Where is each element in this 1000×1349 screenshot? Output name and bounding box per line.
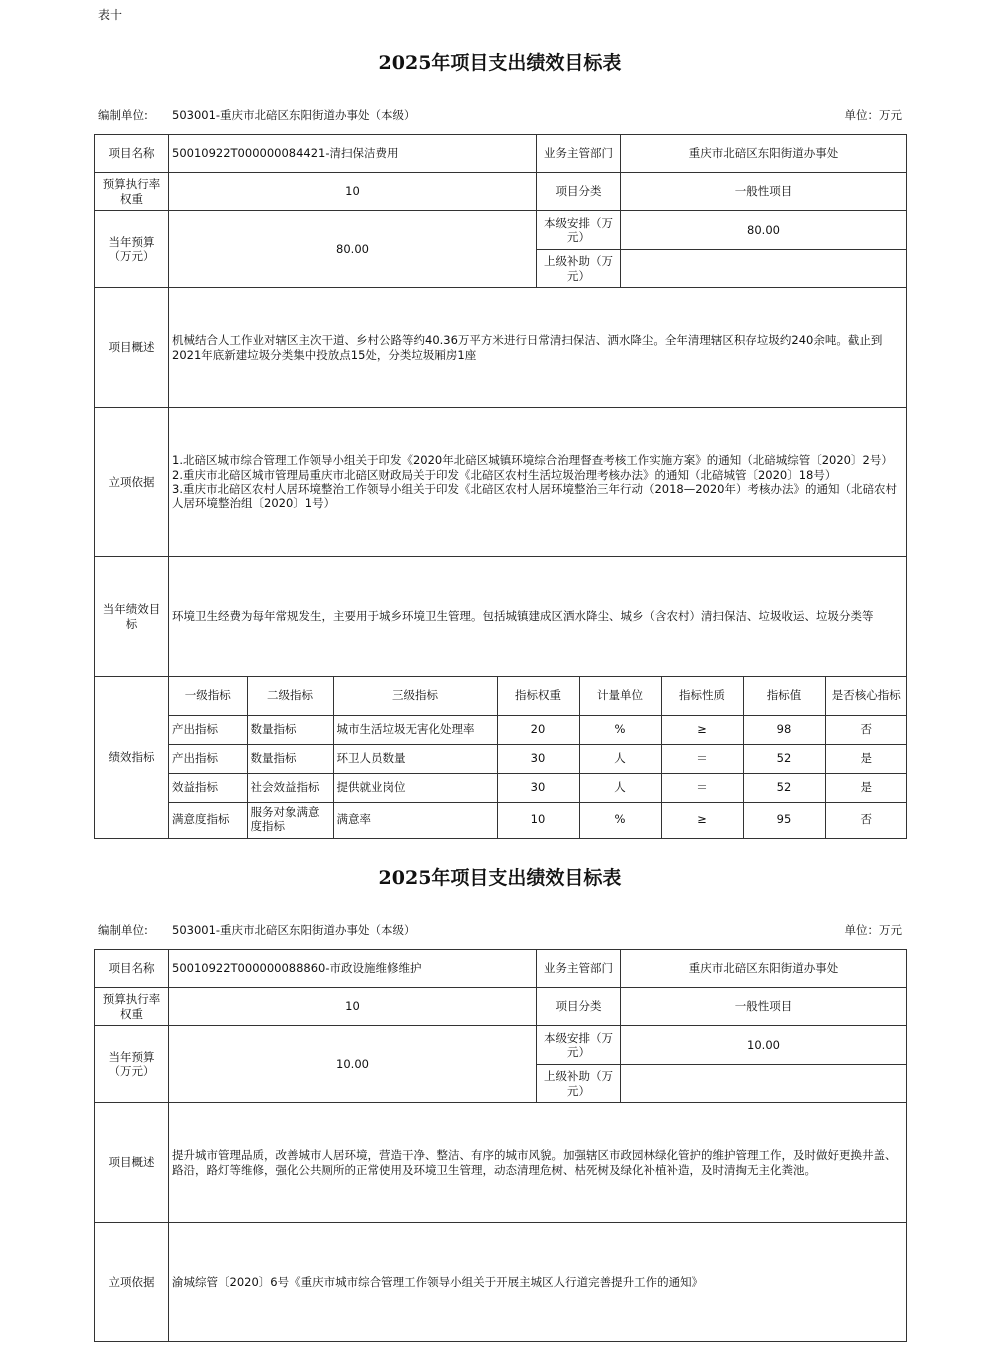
header-weight: 指标权重: [497, 677, 579, 715]
performance-form: [94, 134, 907, 839]
subsidy-label: 上级补助（万元）: [537, 1065, 621, 1103]
value-cell: 95: [743, 802, 825, 838]
local-value: 80.00: [621, 211, 907, 250]
core-cell: 否: [825, 715, 907, 744]
weight-value: 10: [169, 988, 537, 1026]
weight-label: 预算执行率权重: [95, 173, 169, 211]
basis-text: 渝城综管〔2020〕6号《重庆市城市综合管理工作领导小组关于开展主城区人行道完善提升工作的通知》: [169, 1223, 907, 1342]
nature-cell: ≥: [661, 715, 743, 744]
table-row: [169, 802, 907, 838]
header-nature: 指标性质: [661, 677, 743, 715]
level2-cell: 社会效益指标: [247, 773, 333, 802]
level3-cell: 城市生活垃圾无害化处理率: [333, 715, 497, 744]
category-label: 项目分类: [537, 173, 621, 211]
category-value: 一般性项目: [621, 988, 907, 1026]
unit-cell: %: [579, 715, 661, 744]
basis-label: 立项依据: [95, 408, 169, 557]
level2-cell: 数量指标: [247, 715, 333, 744]
level3-cell: 环卫人员数量: [333, 744, 497, 773]
indicator-label: 绩效指标: [95, 677, 169, 839]
level2-cell: 数量指标: [247, 744, 333, 773]
goal-label: 当年绩效目标: [95, 557, 169, 677]
nature-cell: ≥: [661, 802, 743, 838]
header-level1: 一级指标: [169, 677, 247, 715]
unit-label: 编制单位:: [98, 108, 148, 122]
weight-cell: 30: [497, 744, 579, 773]
table-row: [169, 773, 907, 802]
form-title: 2025年项目支出绩效目标表: [378, 867, 622, 889]
page-tag: 表十: [98, 8, 123, 22]
subsidy-value: [621, 1065, 907, 1103]
core-cell: 是: [825, 773, 907, 802]
budget-label: 当年预算（万元）: [95, 1026, 169, 1103]
level3-cell: 满意率: [333, 802, 497, 838]
value-cell: 52: [743, 744, 825, 773]
weight-cell: 20: [497, 715, 579, 744]
unit-label: 编制单位:: [98, 923, 148, 937]
budget-value: 80.00: [169, 211, 537, 288]
level1-cell: 产出指标: [169, 744, 247, 773]
budget-label: 当年预算（万元）: [95, 211, 169, 288]
performance-form: [94, 949, 907, 1342]
header-level2: 二级指标: [247, 677, 333, 715]
budget-value: 10.00: [169, 1026, 537, 1103]
currency-unit: 单位：万元: [844, 108, 902, 122]
overview-label: 项目概述: [95, 288, 169, 408]
unit-value: 503001-重庆市北碚区东阳街道办事处（本级）: [172, 923, 416, 937]
nature-cell: ＝: [661, 773, 743, 802]
unit-cell: %: [579, 802, 661, 838]
weight-label: 预算执行率权重: [95, 988, 169, 1026]
unit-value: 503001-重庆市北碚区东阳街道办事处（本级）: [172, 108, 416, 122]
unit-cell: 人: [579, 773, 661, 802]
basis-text: 1.北碚区城市综合管理工作领导小组关于印发《2020年北碚区城镇环境综合治理督查考核工作实施方案》的通知（北碚城综管〔2020〕2号） 2.重庆市北碚区城市管理局重庆市北碚区财政局关于印发《北碚区农村生活垃圾治理考核办法》的通知（北碚城管〔2020〕18号） 3.重庆市北碚区农村人居环境整治工作领导小组关于印发《北碚区农村人居环境整治三年行动（2018—2020年）考核办法》的通知（北碚农村人居环境整治组〔2020〕1号）: [169, 408, 907, 557]
level3-cell: 提供就业岗位: [333, 773, 497, 802]
indicator-table: [169, 677, 907, 838]
local-label: 本级安排（万元）: [537, 211, 621, 250]
weight-value: 10: [169, 173, 537, 211]
table-row: [169, 715, 907, 744]
value-cell: 52: [743, 773, 825, 802]
dept-value: 重庆市北碚区东阳街道办事处: [621, 950, 907, 988]
project-name-label: 项目名称: [95, 135, 169, 173]
subsidy-label: 上级补助（万元）: [537, 250, 621, 288]
category-label: 项目分类: [537, 988, 621, 1026]
nature-cell: ＝: [661, 744, 743, 773]
overview-text: 提升城市管理品质，改善城市人居环境，营造干净、整洁、有序的城市风貌。加强辖区市政园林绿化管护的维护管理工作，及时做好更换井盖、路沿，路灯等维修，强化公共厕所的正常使用及环境卫生管理，动态清理危树、枯死树及绿化补植补造，及时清掏无主化粪池。: [169, 1103, 907, 1223]
category-value: 一般性项目: [621, 173, 907, 211]
dept-value: 重庆市北碚区东阳街道办事处: [621, 135, 907, 173]
table-row: [169, 744, 907, 773]
dept-label: 业务主管部门: [537, 135, 621, 173]
project-name-label: 项目名称: [95, 950, 169, 988]
local-label: 本级安排（万元）: [537, 1026, 621, 1065]
subsidy-value: [621, 250, 907, 288]
level1-cell: 产出指标: [169, 715, 247, 744]
project-name-value: 50010922T000000084421-清扫保洁费用: [169, 135, 537, 173]
header-core: 是否核心指标: [825, 677, 907, 715]
header-unit: 计量单位: [579, 677, 661, 715]
overview-text: 机械结合人工作业对辖区主次干道、乡村公路等约40.36万平方米进行日常清扫保洁、洒水降尘。全年清理辖区积存垃圾约240余吨。截止到2021年底新建垃圾分类集中投放点15处，分类垃圾厢房1座: [169, 288, 907, 408]
goal-text: 环境卫生经费为每年常规发生，主要用于城乡环境卫生管理。包括城镇建成区洒水降尘、城乡（含农村）清扫保洁、垃圾收运、垃圾分类等: [169, 557, 907, 677]
weight-cell: 30: [497, 773, 579, 802]
header-level3: 三级指标: [333, 677, 497, 715]
weight-cell: 10: [497, 802, 579, 838]
core-cell: 是: [825, 744, 907, 773]
unit-cell: 人: [579, 744, 661, 773]
dept-label: 业务主管部门: [537, 950, 621, 988]
level1-cell: 满意度指标: [169, 802, 247, 838]
form-title: 2025年项目支出绩效目标表: [378, 52, 622, 74]
project-name-value: 50010922T000000088860-市政设施维修维护: [169, 950, 537, 988]
indicator-cell: [169, 677, 907, 839]
local-value: 10.00: [621, 1026, 907, 1065]
level2-cell: 服务对象满意度指标: [247, 802, 333, 838]
overview-label: 项目概述: [95, 1103, 169, 1223]
currency-unit: 单位：万元: [844, 923, 902, 937]
core-cell: 否: [825, 802, 907, 838]
header-value: 指标值: [743, 677, 825, 715]
level1-cell: 效益指标: [169, 773, 247, 802]
value-cell: 98: [743, 715, 825, 744]
basis-label: 立项依据: [95, 1223, 169, 1342]
